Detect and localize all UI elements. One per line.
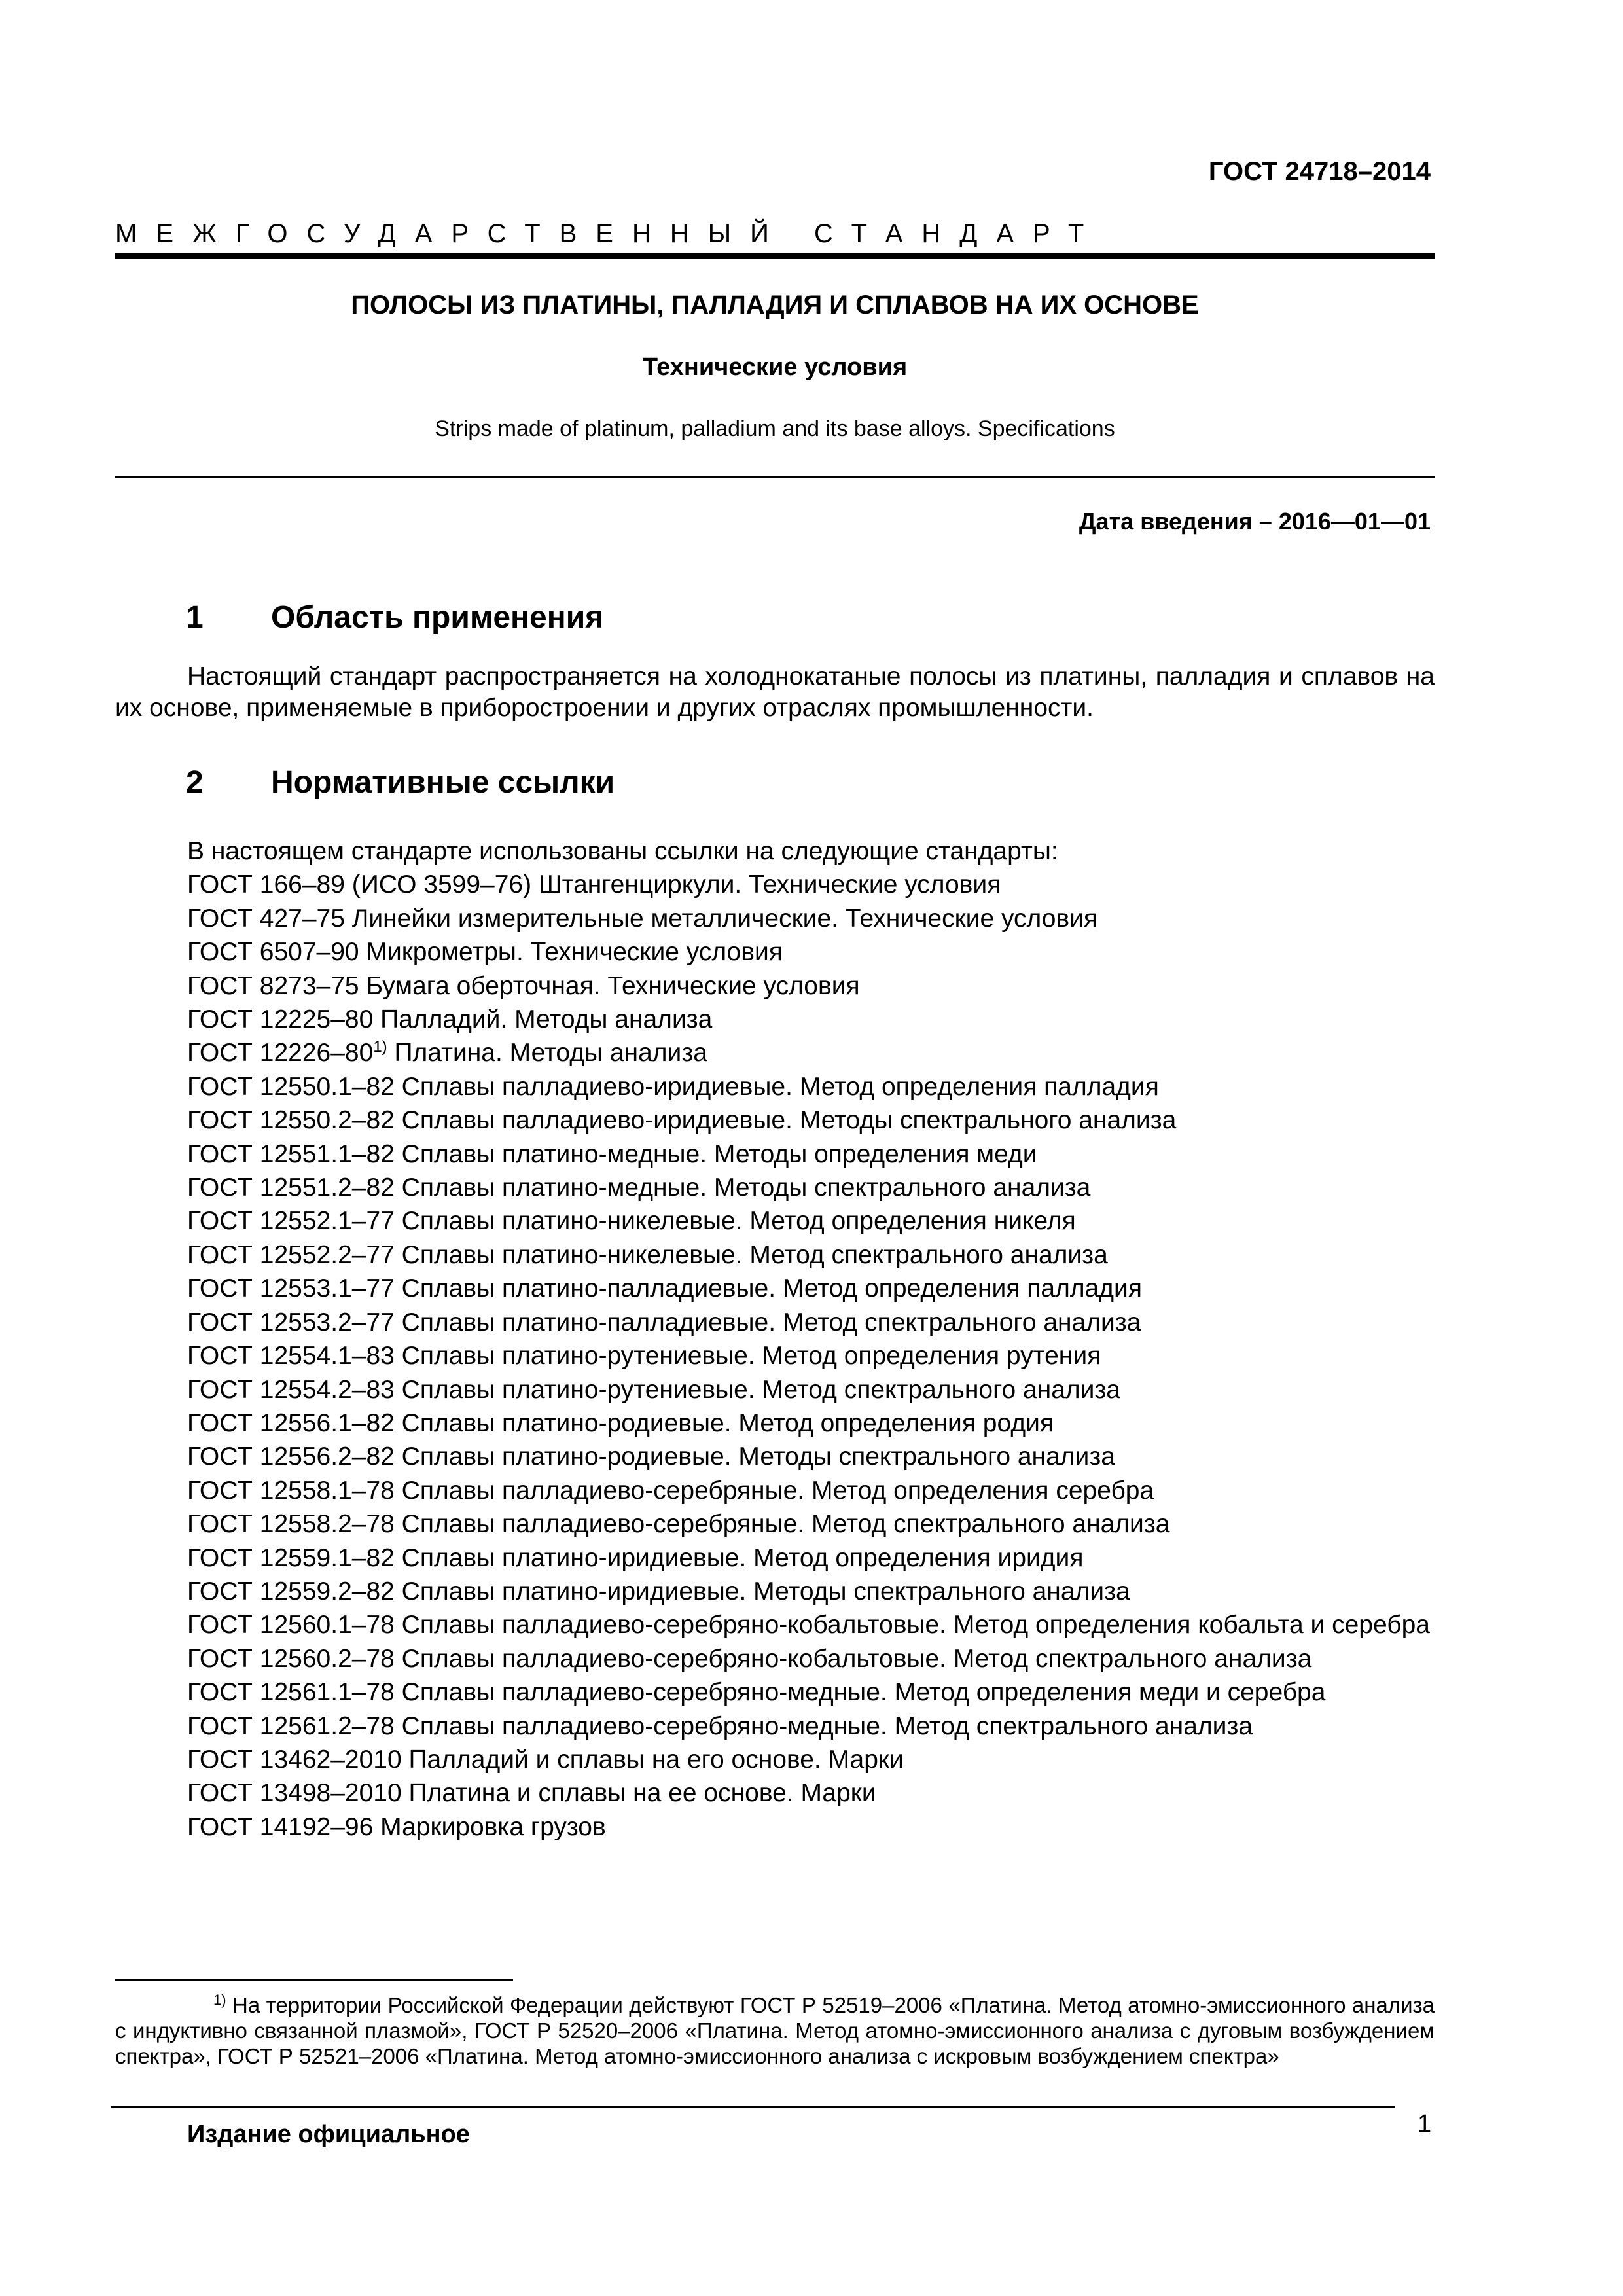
reference-item: ГОСТ 12225–80 Палладий. Методы анализа: [187, 1005, 713, 1034]
reference-item: ГОСТ 12552.2–77 Сплавы платино-никелевые. Метод спектрального анализа: [187, 1240, 1108, 1269]
references-intro: В настоящем стандарте использованы ссылки на следующие стандарты:: [187, 837, 1058, 865]
reference-code: ГОСТ 12226–80: [187, 1039, 374, 1067]
section-number: 1: [186, 600, 204, 635]
footnote-mark: 1): [373, 1038, 387, 1056]
reference-item: ГОСТ 12550.2–82 Сплавы палладиево-иридиевые. Методы спектрального анализа: [187, 1106, 1177, 1135]
reference-item: ГОСТ 12552.1–77 Сплавы платино-никелевые. Метод определения никеля: [187, 1207, 1076, 1236]
reference-item: ГОСТ 12551.2–82 Сплавы платино-медные. Методы спектрального анализа: [187, 1174, 1091, 1202]
reference-item: ГОСТ 12558.1–78 Сплавы палладиево-серебряные. Метод определения серебра: [187, 1476, 1154, 1505]
section-1-heading: [186, 600, 603, 636]
footnote-text: На территории Российской Федерации действуют ГОСТ Р 52519–2006 «Платина. Метод атомно-эмиссионного анализа с индуктивно связанной плазмой», ГОСТ Р 52520–2006 «Платина. Метод атомно-эмиссионного анализа с дуговым возбуждением спектра», ГОСТ Р 52521–2006 «Платина. Метод атомно-эмиссионного анализа с искровым возбуждением спектра»: [115, 1993, 1435, 2068]
footnote-mark: 1): [213, 1992, 226, 2008]
standard-type-heading: МЕЖГОСУДАРСТВЕННЫЙ СТАНДАРТ: [115, 219, 1103, 248]
document-subtitle: Технические условия: [642, 353, 908, 381]
reference-item: ГОСТ 427–75 Линейки измерительные металлические. Технические условия: [187, 904, 1098, 933]
reference-item: ГОСТ 12561.1–78 Сплавы палладиево-серебряно-медные. Метод определения меди и серебра: [187, 1678, 1326, 1707]
reference-item: ГОСТ 12550.1–82 Сплавы палладиево-иридиевые. Метод определения палладия: [187, 1072, 1159, 1101]
reference-item-with-footnote: [115, 1036, 1435, 1069]
reference-item: ГОСТ 14192–96 Маркировка грузов: [187, 1812, 606, 1841]
reference-item: ГОСТ 12561.2–78 Сплавы палладиево-серебряно-медные. Метод спектрального анализа: [187, 1712, 1253, 1740]
reference-item: ГОСТ 12556.2–82 Сплавы платино-родиевые. Методы спектрального анализа: [187, 1443, 1115, 1471]
reference-item: ГОСТ 12556.1–82 Сплавы платино-родиевые. Метод определения родия: [187, 1408, 1054, 1437]
section-2-heading: [186, 764, 615, 800]
reference-item: ГОСТ 12551.1–82 Сплавы платино-медные. Методы определения меди: [187, 1139, 1037, 1168]
reference-item: ГОСТ 12559.1–82 Сплавы платино-иридиевые. Метод определения иридия: [187, 1543, 1084, 1572]
document-title: ПОЛОСЫ ИЗ ПЛАТИНЫ, ПАЛЛАДИЯ И СПЛАВОВ НА ИХ ОСНОВЕ: [351, 291, 1199, 319]
reference-title: Платина. Методы анализа: [387, 1039, 707, 1067]
introduction-date: Дата введения – 2016—01—01: [1079, 508, 1431, 535]
section-title: Область применения: [271, 600, 604, 635]
reference-item: ГОСТ 13498–2010 Платина и сплавы на ее основе. Марки: [187, 1779, 876, 1808]
english-title: Strips made of platinum, palladium and its base alloys. Specifications: [435, 416, 1115, 441]
reference-item: ГОСТ 12553.2–77 Сплавы платино-палладиевые. Метод спектрального анализа: [187, 1308, 1141, 1336]
footnote-separator: [115, 1979, 513, 1981]
edition-label: Издание официальное: [187, 2121, 470, 2148]
reference-item: ГОСТ 12560.2–78 Сплавы палладиево-серебряно-кобальтовые. Метод спектрального анализа: [187, 1644, 1312, 1673]
title-rule: [115, 476, 1435, 478]
reference-item: ГОСТ 166–89 (ИСО 3599–76) Штангенциркули. Технические условия: [187, 870, 1001, 899]
reference-item: ГОСТ 8273–75 Бумага оберточная. Технические условия: [187, 971, 860, 1000]
normative-references-list: [115, 834, 1435, 1844]
section-1-paragraph: Настоящий стандарт распространяется на холоднокатаные полосы из платины, палладия и сплавов на их основе, применяемые в приборостроении и других отраслях промышленности.: [115, 662, 1435, 722]
page-number: 1: [1418, 2110, 1432, 2138]
section-number: 2: [186, 765, 204, 800]
reference-item: ГОСТ 12554.1–83 Сплавы платино-рутениевые. Метод определения рутения: [187, 1342, 1101, 1371]
reference-item: ГОСТ 12559.2–82 Сплавы платино-иридиевые. Методы спектрального анализа: [187, 1577, 1130, 1605]
footer-rule: [111, 2106, 1395, 2108]
reference-item: ГОСТ 12553.1–77 Сплавы платино-палладиевые. Метод определения палладия: [187, 1274, 1142, 1303]
document-code: ГОСТ 24718–2014: [1208, 157, 1431, 186]
section-title: Нормативные ссылки: [271, 765, 615, 800]
reference-item: ГОСТ 6507–90 Микрометры. Технические условия: [187, 938, 783, 967]
header-rule: [115, 253, 1435, 259]
reference-item: ГОСТ 12560.1–78 Сплавы палладиево-серебряно-кобальтовые. Метод определения кобальта и серебра: [187, 1611, 1430, 1640]
reference-item: ГОСТ 12554.2–83 Сплавы платино-рутениевые. Метод спектрального анализа: [187, 1375, 1120, 1404]
footnote: [115, 1992, 1435, 2069]
reference-item: ГОСТ 13462–2010 Палладий и сплавы на его основе. Марки: [187, 1745, 904, 1774]
reference-item: ГОСТ 12558.2–78 Сплавы палладиево-серебряные. Метод спектрального анализа: [187, 1510, 1170, 1539]
